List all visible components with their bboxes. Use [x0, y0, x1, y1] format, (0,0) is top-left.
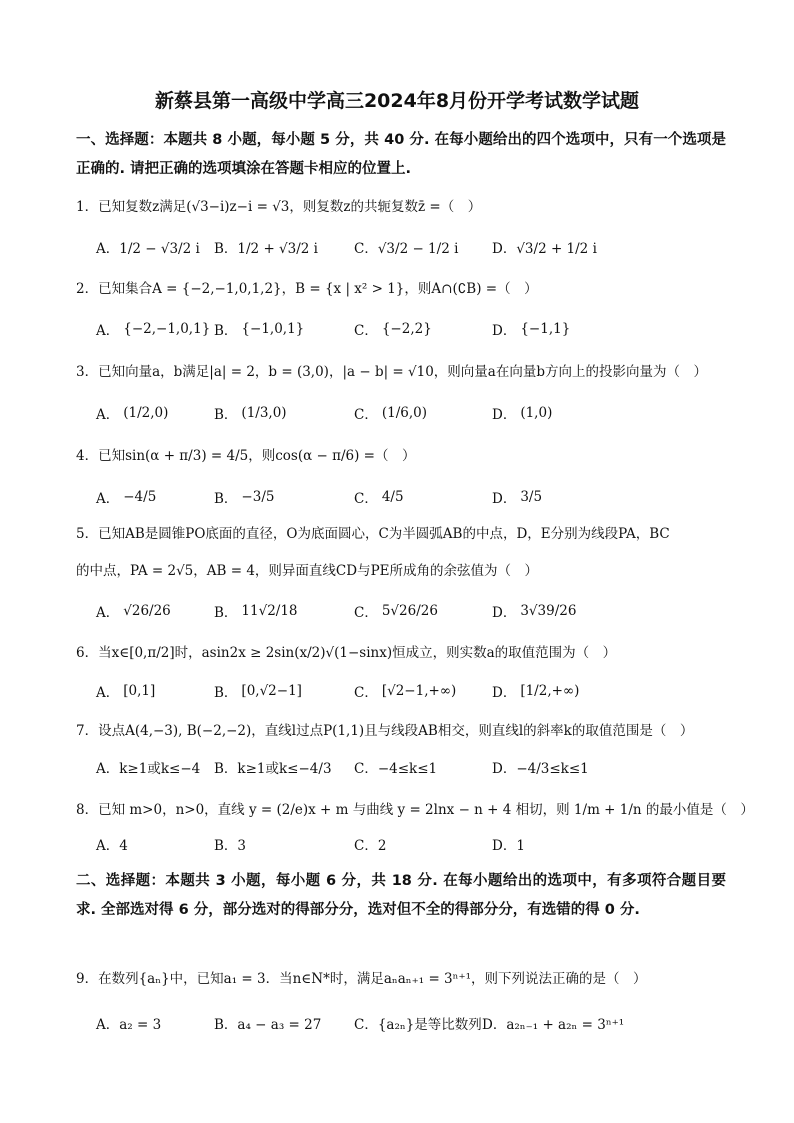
- option-5a: A． √26/26: [96, 603, 171, 621]
- option-2a: A． {−2,−1,0,1}: [96, 321, 211, 339]
- option-8b: B．3: [214, 838, 247, 854]
- question-6-stem: 6．当x∈[0,π/2]时，asin2x ≥ 2sin(x/2)√(1−sinx)恒成立，则实数a的取值范围为（ ）: [76, 645, 617, 661]
- option-8c: C．2: [354, 838, 387, 854]
- question-1-options: [96, 232, 736, 262]
- question-5-stem-line-2: 的中点，PA = 2√5，AB = 4，则异面直线CD与PE所成角的余弦值为（ ）: [76, 563, 539, 579]
- option-4c: C． 4/5: [354, 489, 404, 507]
- question-3-stem: 3．已知向量a，b满足|a| = 2，b = (3,0)，|a − b| = √10，则向量a在向量b方向上的投影向量为（ ）: [76, 364, 707, 380]
- option-3c: C． (1/6,0): [354, 405, 427, 423]
- option-4a: A． −4/5: [96, 489, 157, 507]
- option-6a: A． [0,1]: [96, 683, 156, 701]
- option-9c: C．{a₂ₙ}是等比数列: [354, 1017, 482, 1033]
- option-7d: D．−4/3≤k≤1: [492, 761, 589, 777]
- option-4b: B． −3/5: [214, 489, 275, 507]
- question-5-stem-line-1: 5．已知AB是圆锥PO底面的直径，O为底面圆心，C为半圆弧AB的中点，D，E分别为线段PA，BC: [76, 526, 670, 542]
- option-8d: D．1: [492, 838, 525, 854]
- option-9a: A．a₂ = 3: [96, 1017, 162, 1033]
- exam-title: 新蔡县第一高级中学高三2024年8月份开学考试数学试题: [154, 90, 640, 112]
- option-9b: B．a₄ − a₃ = 27: [214, 1017, 322, 1033]
- option-7c: C．−4≤k≤1: [354, 761, 438, 777]
- question-4-stem: 4．已知sin(α + π/3) = 4/5，则cos(α − π/6) =（ ）: [76, 448, 416, 464]
- question-4-options: [96, 482, 736, 512]
- option-7b: B．k≥1或k≤−4/3: [214, 761, 332, 777]
- option-1a: A．1/2 − √3/2 i: [96, 241, 200, 257]
- section-two-instructions: 二、选择题：本题共 3 小题，每小题 6 分，共 18 分. 在每小题给出的选项中，有多项符合题目要求. 全部选对得 6 分，部分选对的得部分分，选对但不全的得部分分，有选错的得 0 分.: [76, 873, 726, 918]
- option-7a: A．k≥1或k≤−4: [96, 761, 201, 777]
- question-9-stem: 9．在数列{aₙ}中，已知a₁ = 3．当n∈N*时，满足aₙaₙ₊₁ = 3ⁿ⁺¹，则下列说法正确的是（ ）: [76, 971, 647, 987]
- question-8-options: [96, 829, 736, 859]
- option-1d: D．√3/2 + 1/2 i: [492, 241, 597, 257]
- question-9-options: [96, 1008, 736, 1038]
- option-5d: D． 3√39/26: [492, 603, 577, 621]
- option-2c: C． {−2,2}: [354, 321, 432, 339]
- question-6-options: [96, 676, 736, 706]
- question-3-options: [96, 398, 736, 428]
- question-7-options: [96, 752, 736, 782]
- option-5c: C． 5√26/26: [354, 603, 438, 621]
- question-1-stem: 1．已知复数z满足(√3−i)z−i = √3，则复数z的共轭复数z̄ =（ ）: [76, 199, 482, 215]
- option-6b: B． [0,√2−1]: [214, 683, 302, 701]
- option-4d: D． 3/5: [492, 489, 543, 507]
- option-6d: D． [1/2,+∞): [492, 683, 580, 701]
- question-7-stem: 7．设点A(4,−3), B(−2,−2)，直线l过点P(1,1)且与线段AB相交，则直线l的斜率k的取值范围是（ ）: [76, 723, 694, 739]
- option-3b: B． (1/3,0): [214, 405, 287, 423]
- option-2d: D． {−1,1}: [492, 321, 571, 339]
- section-one-instructions: 一、选择题：本题共 8 小题，每小题 5 分，共 40 分. 在每小题给出的四个选项中，只有一个选项是正确的. 请把正确的选项填涂在答题卡相应的位置上.: [76, 132, 726, 177]
- question-2-options: [96, 314, 736, 344]
- option-3a: A． (1/2,0): [96, 405, 169, 423]
- question-2-stem: 2．已知集合A = {−2,−1,0,1,2}，B = {x | x² > 1}，则A∩(∁B) =（ ）: [76, 281, 538, 297]
- option-1c: C．√3/2 − 1/2 i: [354, 241, 459, 257]
- option-2b: B． {−1,0,1}: [214, 321, 305, 339]
- option-9d: D．a₂ₙ₋₁ + a₂ₙ = 3ⁿ⁺¹: [482, 1017, 625, 1033]
- option-6c: C． [√2−1,+∞): [354, 683, 457, 701]
- question-8-stem: 8．已知 m>0，n>0，直线 y = (2/e)x + m 与曲线 y = 2lnx − n + 4 相切，则 1/m + 1/n 的最小值是（ ）: [76, 802, 754, 818]
- option-1b: B．1/2 + √3/2 i: [214, 241, 318, 257]
- option-5b: B． 11√2/18: [214, 603, 298, 621]
- option-8a: A．4: [96, 838, 128, 854]
- option-3d: D． (1,0): [492, 405, 553, 423]
- question-5-options: [96, 596, 736, 626]
